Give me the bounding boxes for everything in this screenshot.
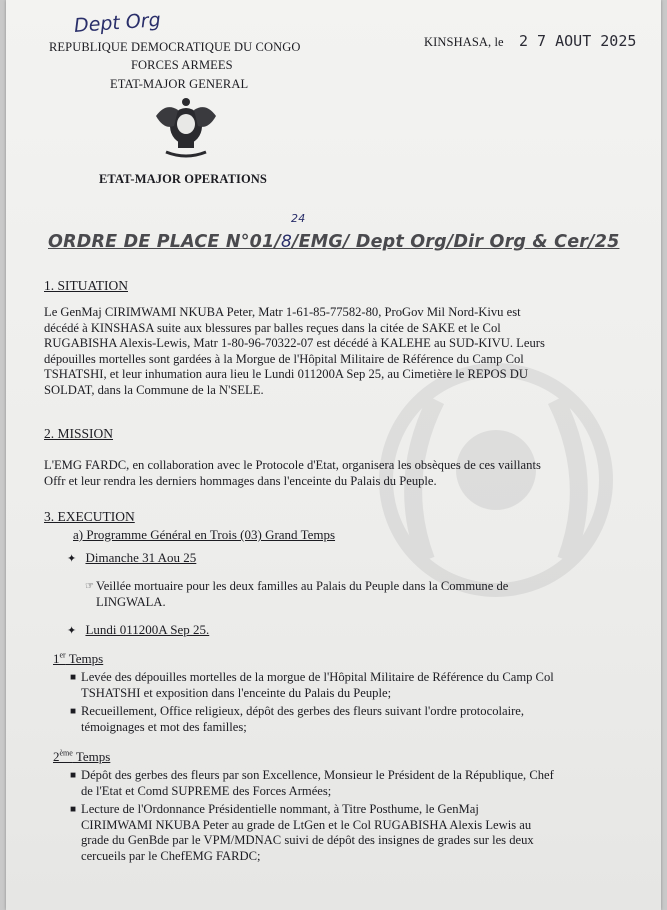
program-subheading — [73, 527, 335, 543]
day1-text: Dimanche 31 Aou 25 — [85, 550, 197, 565]
place-label: KINSHASA, le — [424, 35, 504, 49]
title-number-digit: 8 — [281, 232, 293, 252]
execution-heading-text: 3. EXECUTION — [44, 509, 135, 524]
temps1-superscript: er — [59, 651, 66, 660]
temps1-item-line: témoignages et mot des familles; — [81, 719, 247, 734]
mission-line: Offr et leur rendra les derniers hommages dans l'enceinte du Palais du Peuple. — [44, 473, 437, 488]
header-country: REPUBLIQUE DEMOCRATIQUE DU CONGO — [49, 40, 301, 54]
day2-text: Lundi 011200A Sep 25. — [85, 622, 210, 637]
temps2-word: Temps — [72, 749, 111, 765]
title-suffix: /EMG/ Dept Org/Dir Org & Cer/25 — [292, 232, 620, 252]
temps2-label-text — [53, 749, 110, 764]
arrow-icon: ✦ — [67, 553, 77, 565]
temps2-item-line: cercueils par le ChefEMG FARDC; — [81, 848, 261, 863]
temps2-item-line: Dépôt des gerbes des fleurs par son Excellence, Monsieur le Président de la République, Chef — [81, 768, 554, 782]
program-subheading-text: a) Programme Général en Trois (03) Grand Temps — [73, 527, 336, 542]
date-stamp: 2 7 AOUT 2025 — [519, 32, 637, 50]
section-heading-execution — [44, 509, 135, 525]
situation-heading-text: 1. SITUATION — [44, 278, 128, 293]
mission-line: L'EMG FARDC, en collaboration avec le Protocole d'Etat, organisera les obsèques de ces vaillants — [44, 458, 541, 472]
situation-line: SOLDAT, dans la Commune de la N'SELE. — [44, 382, 264, 397]
temps1-item-line: TSHATSHI et exposition dans l'enceinte du Palais du Peuple; — [81, 685, 392, 700]
day2-heading — [67, 622, 209, 638]
situation-line: décédé à KINSHASA suite aux blessures par balles reçues dans la citée de SAKE et le Col — [44, 320, 501, 335]
day1-item — [85, 579, 632, 610]
situation-line: TSHATSHI, et leur inhumation aura lieu le Lundi 011200A Sep 25, au Cimetière le REPOS DU — [44, 367, 528, 382]
situation-line: dépouilles mortelles sont gardées à la Morgue de l'Hôpital Militaire de Référence du Camp Col — [44, 351, 524, 366]
arrow-icon: ✦ — [67, 625, 77, 637]
section-heading-situation — [44, 278, 128, 294]
bullet-icon: ■ — [70, 706, 77, 717]
temps2-item-line: de l'Etat et Comd SUPREME des Forces Armées; — [81, 783, 332, 798]
section-heading-mission — [44, 426, 113, 442]
handwritten-note: Dept Org — [73, 9, 162, 37]
temps1-item — [70, 704, 634, 735]
mission-paragraph — [44, 458, 626, 489]
temps2-superscript: ème — [59, 749, 73, 758]
temps1-word: Temps — [65, 651, 104, 667]
temps1-item — [70, 670, 634, 701]
military-emblem-icon — [152, 96, 220, 160]
bullet-icon: ■ — [70, 804, 77, 815]
temps1-number: 1 — [53, 651, 60, 667]
situation-line: RUGABISHA Alexis-Lewis, Matr 1-80-96-70322-07 est décédé à KALEHE au SUD-KIVU. Leurs — [44, 336, 545, 351]
document-title — [48, 212, 620, 252]
header-emg: ETAT-MAJOR GENERAL — [110, 77, 249, 91]
temps2-item-line: Lecture de l'Ordonnance Présidentielle nommant, à Titre Posthume, le GenMaj — [81, 802, 479, 816]
temps1-item-line: Levée des dépouilles mortelles de la morgue de l'Hôpital Militaire de Référence du Camp Col — [81, 670, 554, 684]
title-prefix: ORDRE DE PLACE N°01/ — [48, 232, 281, 252]
situation-paragraph — [44, 305, 626, 399]
bullet-icon: ■ — [70, 770, 77, 781]
hand-pointer-icon: ☞ — [85, 581, 94, 592]
temps2-item — [70, 768, 634, 799]
temps1-label-text — [53, 651, 103, 666]
day1-item-line: Veillée mortuaire pour les deux familles au Palais du Peuple dans la Commune de — [96, 579, 509, 593]
header-forces: FORCES ARMEES — [131, 58, 233, 72]
temps2-item-line: grade du GenBde par le VPM/MDNAC suivi de dépôt des insignes de grades sur les deux — [81, 833, 534, 848]
temps1-item-line: Recueillement, Office religieux, dépôt des gerbes des fleurs suivant l'ordre protocolaire, — [81, 704, 525, 718]
document-page — [6, 0, 661, 910]
temps2-item-line: CIRIMWAMI NKUBA Peter au grade de LtGen et le Col RUGABISHA Alexis Lewis au — [81, 817, 532, 832]
day1-heading — [67, 550, 196, 566]
day1-item-line: LINGWALA. — [96, 594, 166, 609]
temps2-item — [70, 802, 634, 864]
temps1-label — [53, 651, 103, 667]
mission-heading-text: 2. MISSION — [44, 426, 114, 441]
situation-line: Le GenMaj CIRIMWAMI NKUBA Peter, Matr 1-61-85-77582-80, ProGov Mil Nord-Kivu est — [44, 305, 521, 319]
header-operations: ETAT-MAJOR OPERATIONS — [99, 172, 267, 186]
title-number-superscript: 24 — [291, 212, 306, 225]
temps2-label — [53, 749, 110, 765]
bullet-icon: ■ — [70, 672, 77, 683]
temps2-number: 2 — [53, 749, 60, 765]
title-handwritten-number — [281, 212, 306, 252]
